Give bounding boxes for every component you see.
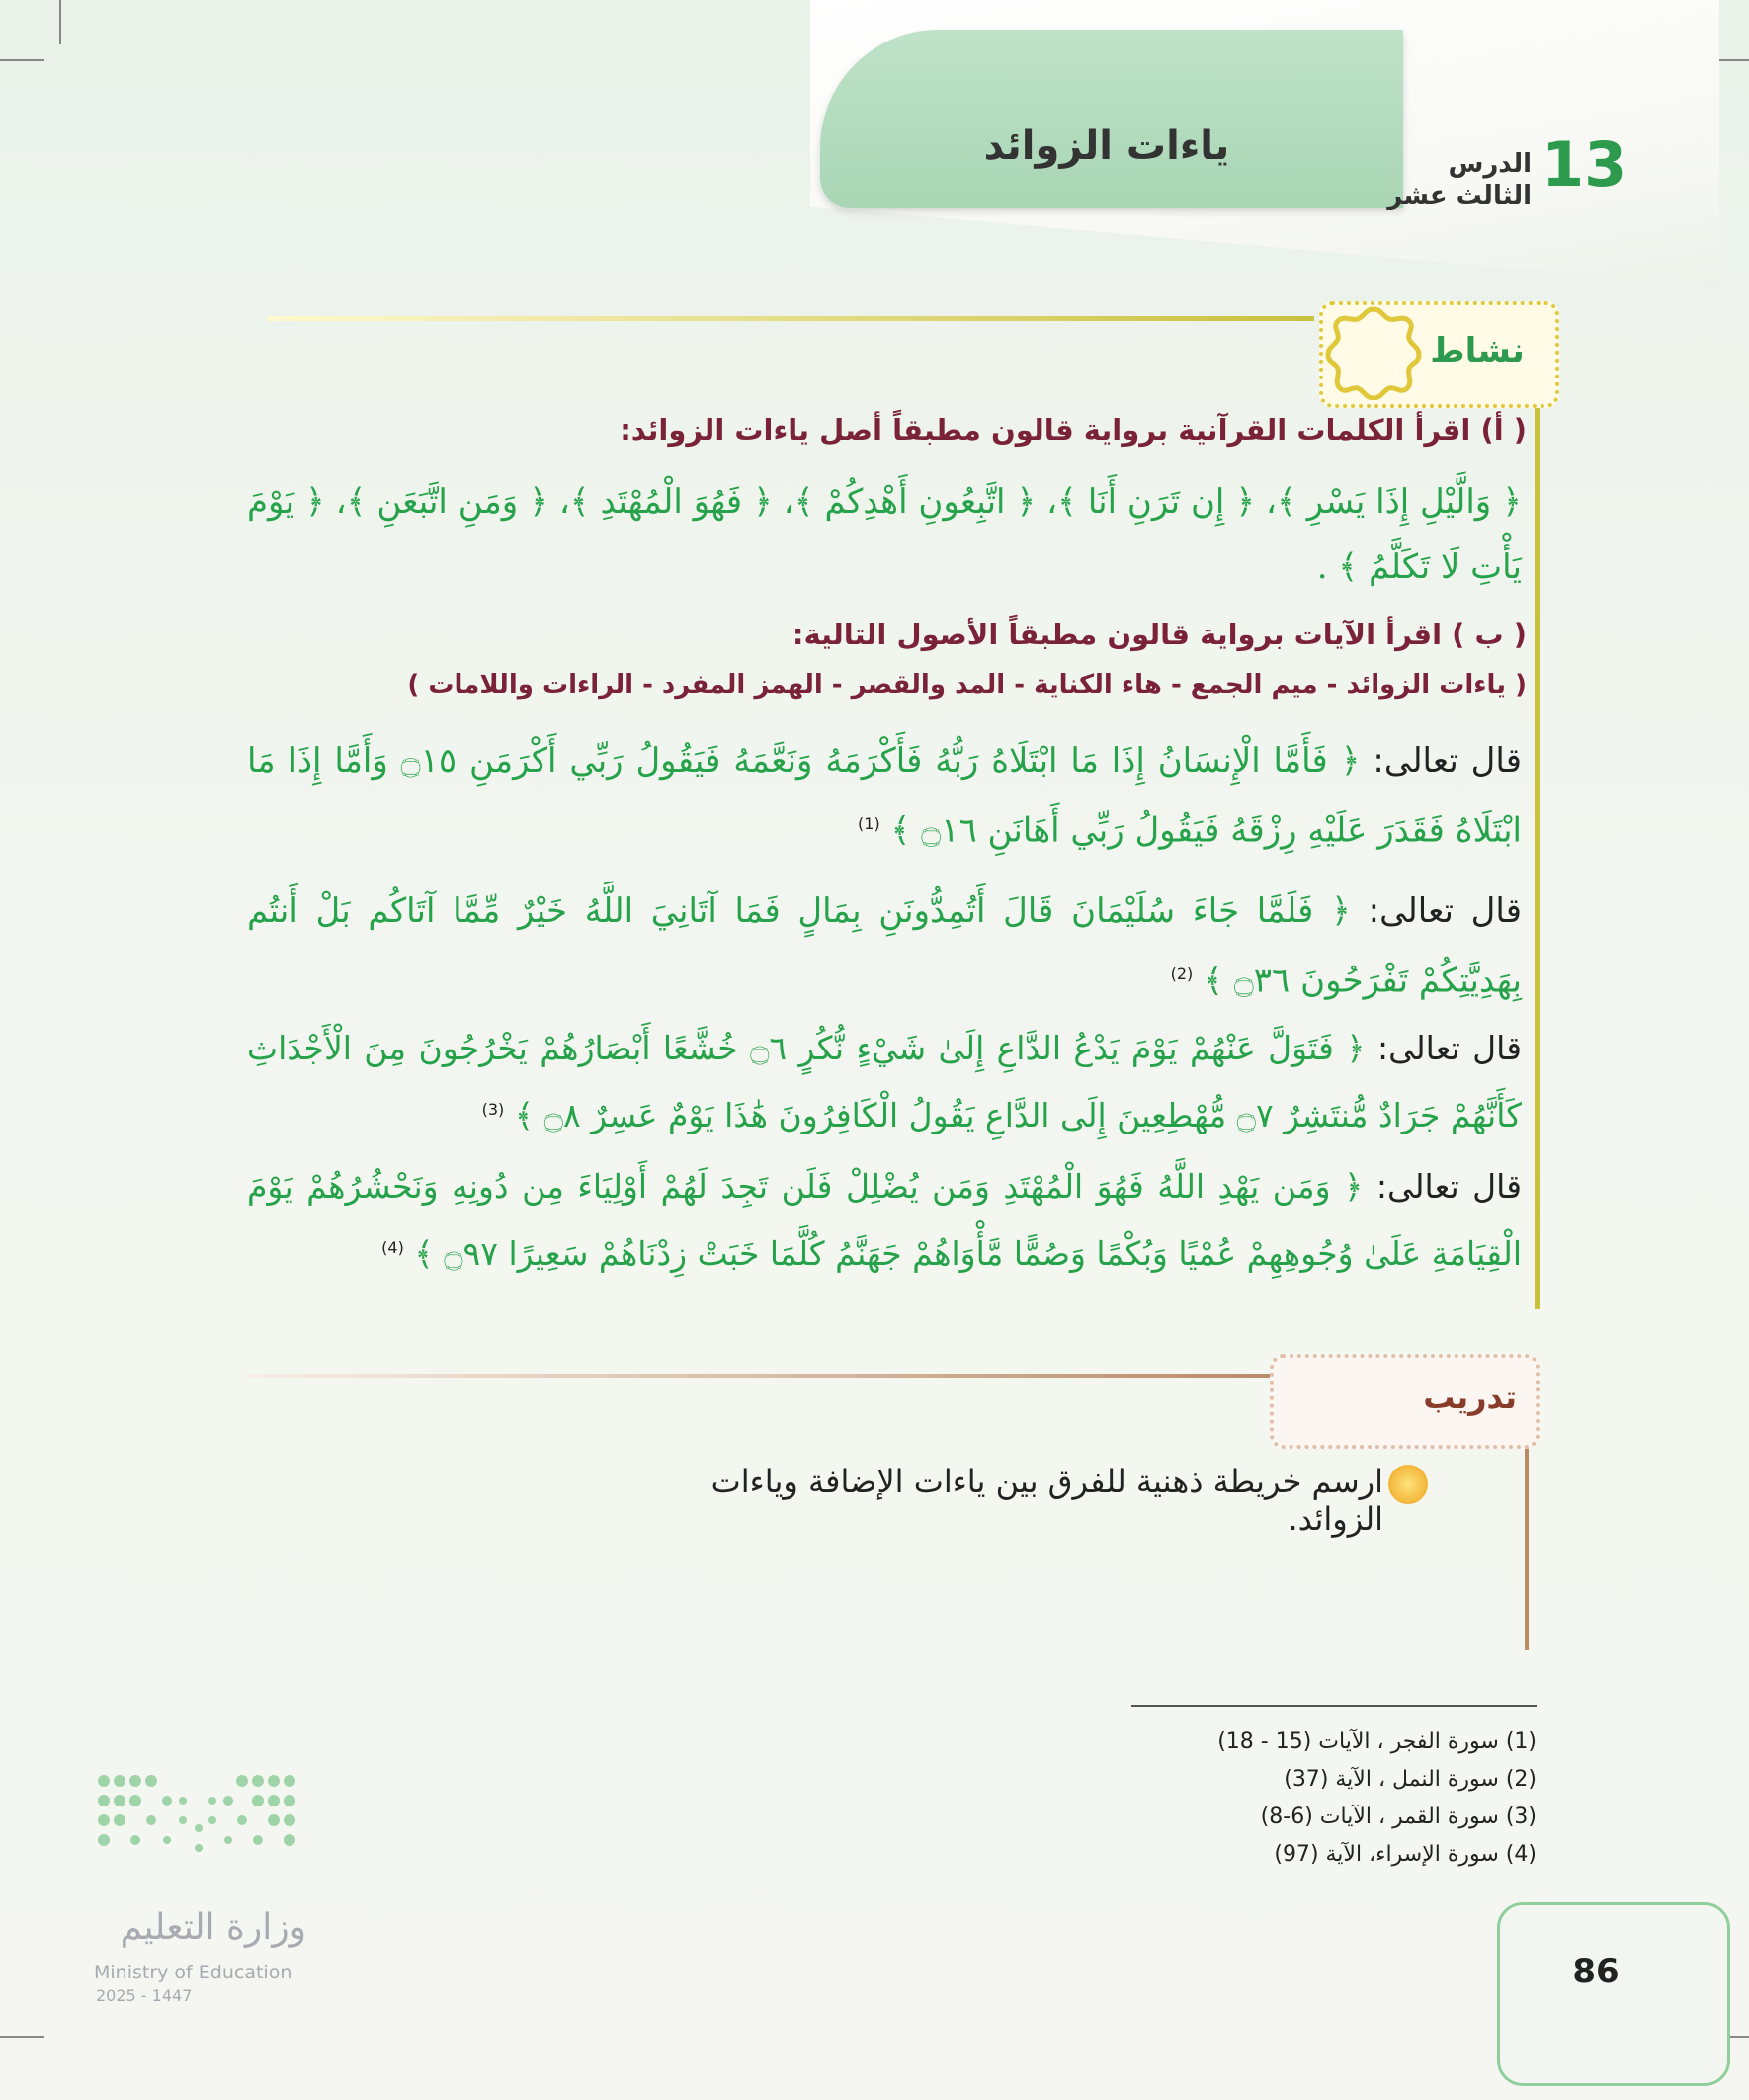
footnote-3: (3) سورة القمر ، الآيات (6-8) [1260, 1805, 1537, 1829]
activity-label: نشاط [1430, 331, 1525, 371]
instruction-a: ( أ) اقرأ الكلمات القرآنية برواية قالون مطبقاً أصل ياءات الزوائد: [620, 413, 1527, 447]
rules-list: ( ياءات الزوائد - ميم الجمع - هاء الكناية - المد والقصر - الهمز المفرد - الراءات واللامات ) [407, 670, 1527, 700]
page-number: 86 [1572, 1952, 1620, 1991]
footnote-marker: (4) [381, 1238, 404, 1257]
footnote-marker: (2) [1170, 965, 1194, 983]
instruction-b: ( ب ) اقرأ الآيات برواية قالون مطبقاً الأصول التالية: [791, 618, 1527, 651]
verse-4 [247, 1156, 1522, 1285]
verse-text: ﴿ وَمَن يَهْدِ اللَّهُ فَهُوَ الْمُهْتَدِ وَمَن يُضْلِلْ فَلَن تَجِدَ لَهُمْ أَوْلِيَاءَ مِن دُونِهِ وَنَحْشُرُهُمْ يَوْمَ الْقِيَامَةِ عَلَىٰ وُجُوهِهِمْ عُمْيًا وَبُكْمًا وَصُمًّا مَّأْوَاهُمْ جَهَنَّمُ كُلَّمَا خَبَتْ زِدْنَاهُمْ سَعِيرًا ۝٩٧ ﴾ [247, 1167, 1522, 1273]
crop-mark [0, 59, 44, 61]
verse-2 [247, 880, 1522, 1012]
training-divider [247, 1374, 1285, 1378]
quran-words-a: ﴿ وَالَّيْلِ إِذَا يَسْرِ ﴾، ﴿ إِن تَرَنِ أَنَا ﴾، ﴿ اتَّبِعُونِ أَهْدِكُمْ ﴾، ﴿ فَهُوَ الْمُهْتَدِ ﴾، ﴿ وَمَنِ اتَّبَعَنِ ﴾، ﴿ يَوْمَ يَأْتِ لَا تَكَلَّمُ ﴾ . [247, 482, 1522, 587]
page-number-box [1497, 1902, 1730, 2086]
verse-3 [247, 1018, 1522, 1146]
title-tab [820, 30, 1403, 208]
activity-side-border [1535, 385, 1540, 1309]
verse-text: ﴿ فَلَمَّا جَاءَ سُلَيْمَانَ قَالَ أَتُمِدُّونَنِ بِمَالٍ فَمَا آتَانِيَ اللَّهُ خَيْرٌ مِّمَّا آتَاكُم بَلْ أَنتُم بِهَدِيَّتِكُمْ تَفْرَحُونَ ۝٣٦ ﴾ [247, 891, 1522, 1001]
flower-icon [1324, 301, 1423, 400]
training-label: تدريب [1423, 1379, 1517, 1416]
crop-mark [0, 2036, 44, 2038]
ministry-name-ar: وزارة التعليم [120, 1907, 306, 1948]
footnote-4: (4) سورة الإسراء، الآية (97) [1274, 1842, 1537, 1867]
verse-intro: قال تعالى: [1368, 891, 1522, 931]
lesson-number: 13 [1541, 128, 1627, 201]
footnote-marker: (1) [858, 814, 880, 833]
verse-text: ﴿ فَأَمَّا الْإِنسَانُ إِذَا مَا ابْتَلَاهُ رَبُّهُ فَأَكْرَمَهُ وَنَعَّمَهُ فَيَقُولُ رَبِّي أَكْرَمَنِ ۝١٥ وَأَمَّا إِذَا مَا ابْتَلَاهُ فَقَدَرَ عَلَيْهِ رِزْقَهُ فَيَقُولُ رَبِّي أَهَانَنِ ۝١٦ ﴾ [247, 741, 1522, 851]
footnote-2: (2) سورة النمل ، الآية (37) [1284, 1767, 1537, 1792]
footnote-divider [1131, 1705, 1537, 1707]
training-text: ارسم خريطة ذهنية للفرق بين ياءات الإضافة وياءات الزوائد. [710, 1463, 1383, 1538]
sun-icon [1388, 1465, 1428, 1504]
verse-intro: قال تعالى: [1373, 741, 1522, 781]
ministry-year: 2025 - 1447 [96, 1986, 193, 2005]
ministry-name-en: Ministry of Education [94, 1962, 292, 1983]
footnote-marker: (3) [481, 1100, 505, 1119]
crop-mark [59, 0, 61, 44]
activity-divider [267, 316, 1314, 321]
verse-intro: قال تعالى: [1376, 1029, 1522, 1067]
footnote-1: (1) سورة الفجر ، الآيات (15 - 18) [1217, 1729, 1537, 1754]
ministry-logo-icon [94, 1769, 311, 1888]
lesson-title: ياءات الزوائد [983, 124, 1230, 169]
lesson-label: الدرس الثالث عشر [1387, 149, 1532, 210]
verse-1 [247, 729, 1522, 862]
verse-intro: قال تعالى: [1375, 1167, 1522, 1206]
verse-text: ﴿ فَتَوَلَّ عَنْهُمْ يَوْمَ يَدْعُ الدَّاعِ إِلَىٰ شَيْءٍ نُّكُرٍ ۝٦ خُشَّعًا أَبْصَارُهُمْ يَخْرُجُونَ مِنَ الْأَجْدَاثِ كَأَنَّهُمْ جَرَادٌ مُّنتَشِرٌ ۝٧ مُّهْطِعِينَ إِلَى الدَّاعِ يَقُولُ الْكَافِرُونَ هَٰذَا يَوْمٌ عَسِرٌ ۝٨ ﴾ [247, 1029, 1522, 1134]
training-side-border [1525, 1438, 1529, 1650]
